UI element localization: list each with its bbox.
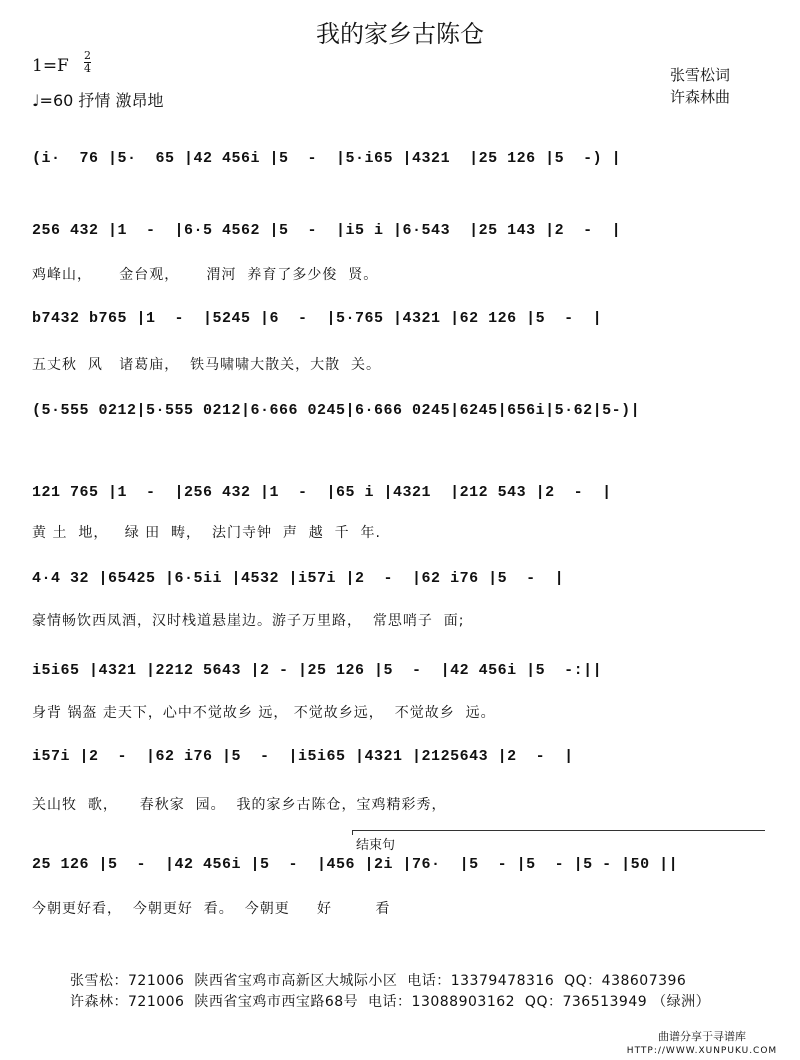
score-line-3: b7432 b765 |1 - |5245 |6 - |5·765 |4321 |62 126 |5 - | [32,310,603,327]
composer: 许森林曲 [670,88,731,106]
score-line-5: 121 765 |1 - |256 432 |1 - |65 i |4321 |212 543 |2 - | [32,484,612,501]
lyrics-line-7: 身背 锅盔 走天下，心中不觉故乡 远， 不觉故乡远， 不觉故乡 远。 [32,705,496,721]
lyrics-line-5: 黄 土 地， 绿 田 畴， 法门寺钟 声 越 千 年. [32,525,382,541]
time-sig-bottom: 4 [84,62,91,75]
footer-watermark [612,1030,792,1058]
ending-bracket [352,830,765,835]
score-line-1: (i· 76 |5· 65 |42 456i |5 - |5·i65 |4321 |25 126 |5 -) | [32,150,622,167]
score-line-7: i5i65 |4321 |2212 5643 |2 - |25 126 |5 - |42 456i |5 -:|| [32,662,603,679]
lyricist: 张雪松词 [670,66,731,84]
page-title: 我的家乡古陈仓 [316,20,484,48]
lyrics-line-9: 今朝更好看， 今朝更好 看。 今朝更 好 看 [32,901,391,917]
tempo-marking: ♩=60 抒情 激昂地 [32,91,164,110]
lyrics-line-6: 豪情畅饮西凤酒，汉时栈道悬崖边。游子万里路， 常思哨子 面; [32,613,465,629]
score-line-8: i57i |2 - |62 i76 |5 - |i5i65 |4321 |2125643 |2 - | [32,748,574,765]
contact-composer: 许森林：721006 陕西省宝鸡市西宝路68号 电话：13088903162 QQ：736513949 （绿洲） [70,994,711,1010]
score-line-9: 25 126 |5 - |42 456i |5 - |456 |2i |76· |5 - |5 - |5 - |50 || [32,856,679,873]
lyrics-line-8: 关山牧 歌， 春秋家 园。 我的家乡古陈仓，宝鸡精彩秀， [32,797,447,813]
time-sig-top: 2 [84,49,91,62]
footer-line1: 曲谱分享于寻谱库 [658,1030,746,1043]
score-line-2: 256 432 |1 - |6·5 4562 |5 - |i5 i |6·543 |25 143 |2 - | [32,222,622,239]
score-line-4: (5·555 0212|5·555 0212|6·666 0245|6·666 0245|6245|656i|5·62|5-)| [32,402,641,419]
lyrics-line-2: 鸡峰山， 金台观， 渭河 养育了多少俊 贤。 [32,267,379,283]
footer-url: HTTP://WWW.XUNPUKU.COM [626,1046,778,1056]
time-signature [84,50,91,75]
ending-label: 结束句 [356,838,396,853]
credits [670,64,730,108]
contact-lyricist: 张雪松：721006 陕西省宝鸡市高新区大城际小区 电话：13379478316 QQ：438607396 [70,973,687,989]
lyrics-line-3: 五丈秋 风 诸葛庙， 铁马啸啸大散关，大散 关。 [32,357,382,373]
score-line-6: 4·4 32 |65425 |6·5ii |4532 |i57i |2 - |62 i76 |5 - | [32,570,565,587]
key-signature: 1=F [32,56,69,76]
